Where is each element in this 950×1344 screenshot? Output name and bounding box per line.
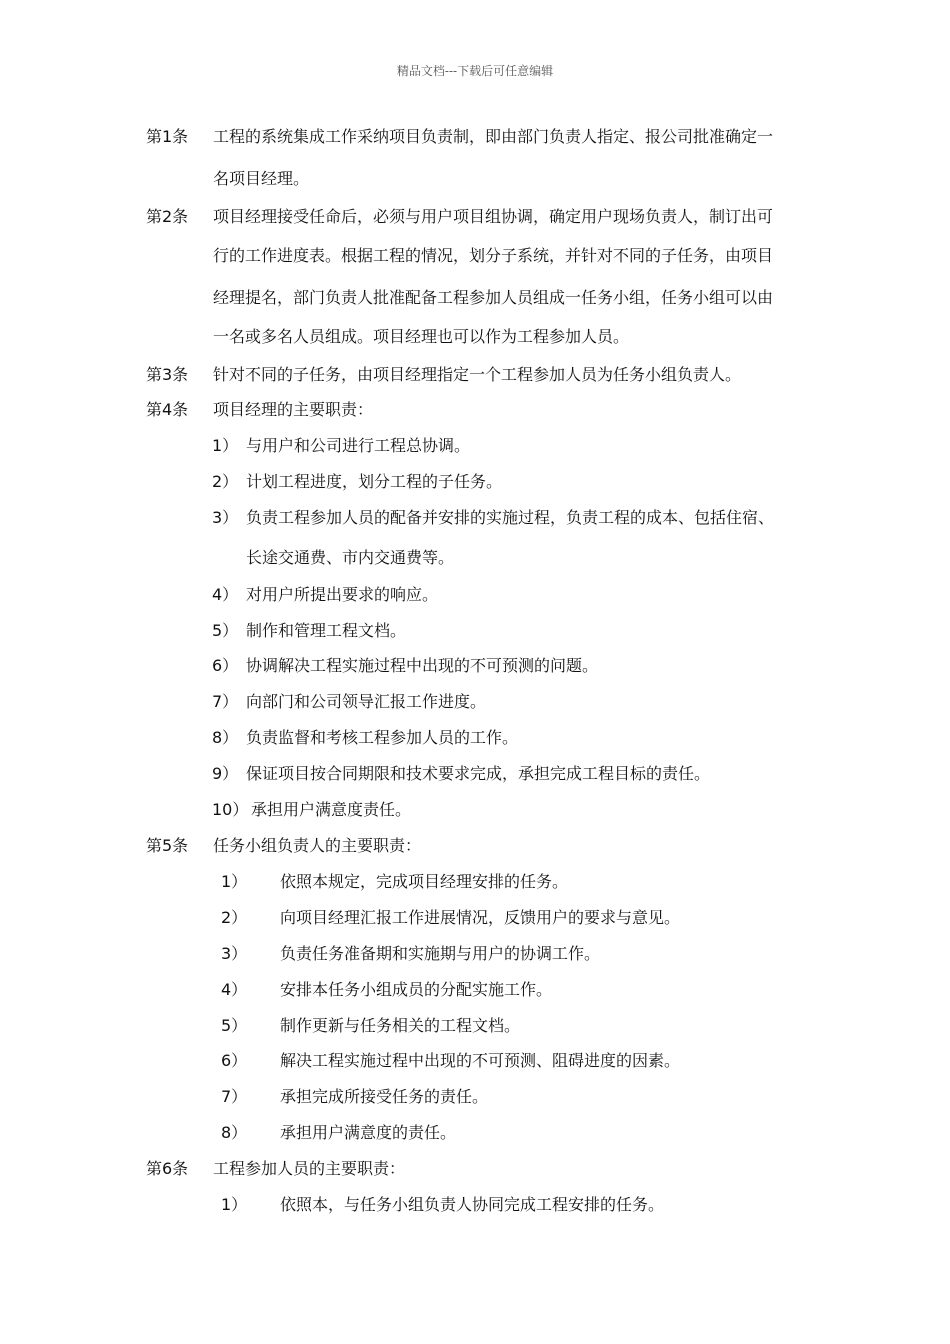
list5-item-4-num: 4） xyxy=(221,980,248,999)
list5-item-6-text: 解决工程实施过程中出现的不可预测、阻碍进度的因素。 xyxy=(280,1051,681,1070)
article-2-text-line-3: 经理提名，部门负责人批准配备工程参加人员组成一任务小组，任务小组可以由 xyxy=(213,288,774,307)
list4-item-2-text: 计划工程进度，划分工程的子任务。 xyxy=(246,472,503,491)
list5-item-7-num: 7） xyxy=(221,1087,248,1106)
list5-item-1-num: 1） xyxy=(221,872,248,891)
list4-item-1-num: 1） xyxy=(212,436,239,455)
article-1-text-line-1: 工程的系统集成工作采纳项目负责制，即由部门负责人指定、报公司批准确定一 xyxy=(213,127,774,146)
list4-item-1-text: 与用户和公司进行工程总协调。 xyxy=(246,436,471,455)
list4-item-9-text: 保证项目按合同期限和技术要求完成，承担完成工程目标的责任。 xyxy=(246,764,711,783)
list4-item-7-num: 7） xyxy=(212,692,239,711)
article-2-text-line-4: 一名或多名人员组成。项目经理也可以作为工程参加人员。 xyxy=(213,327,630,346)
article-1-text-line-2: 名项目经理。 xyxy=(213,169,310,188)
list4-item-2-num: 2） xyxy=(212,472,239,491)
list5-item-8-num: 8） xyxy=(221,1123,248,1142)
list4-item-6-num: 6） xyxy=(212,656,239,675)
list4-item-6-text: 协调解决工程实施过程中出现的不可预测的问题。 xyxy=(246,656,599,675)
list4-item-5-text: 制作和管理工程文档。 xyxy=(246,621,407,640)
list4-item-10-num: 10） xyxy=(212,800,249,819)
list5-item-1-text: 依照本规定，完成项目经理安排的任务。 xyxy=(280,872,569,891)
article-3-label: 第3条 xyxy=(146,365,189,384)
article-5-text-line-1: 任务小组负责人的主要职责： xyxy=(213,836,422,855)
list5-item-3-num: 3） xyxy=(221,944,248,963)
list5-item-2-num: 2） xyxy=(221,908,248,927)
list6-item-1-num: 1） xyxy=(221,1195,248,1214)
list5-item-2-text: 向项目经理汇报工作进展情况，反馈用户的要求与意见。 xyxy=(280,908,681,927)
article-1-label: 第1条 xyxy=(146,127,189,146)
article-2-text-line-2: 行的工作进度表。根据工程的情况，划分子系统，并针对不同的子任务，由项目 xyxy=(213,246,774,265)
article-4-text-line-1: 项目经理的主要职责： xyxy=(213,400,374,419)
list5-item-5-text: 制作更新与任务相关的工程文档。 xyxy=(280,1016,521,1035)
list4-item-3-text-line-2: 长途交通费、市内交通费等。 xyxy=(246,548,455,567)
list4-item-8-num: 8） xyxy=(212,728,239,747)
list5-item-4-text: 安排本任务小组成员的分配实施工作。 xyxy=(280,980,553,999)
list4-item-8-text: 负责监督和考核工程参加人员的工作。 xyxy=(246,728,519,747)
list5-item-6-num: 6） xyxy=(221,1051,248,1070)
article-2-label: 第2条 xyxy=(146,207,189,226)
list4-item-10-text: 承担用户满意度责任。 xyxy=(251,800,412,819)
list5-item-5-num: 5） xyxy=(221,1016,248,1035)
list4-item-9-num: 9） xyxy=(212,764,239,783)
list4-item-5-num: 5） xyxy=(212,621,239,640)
list4-item-7-text: 向部门和公司领导汇报工作进度。 xyxy=(246,692,487,711)
article-6-label: 第6条 xyxy=(146,1159,189,1178)
list5-item-3-text: 负责任务准备期和实施期与用户的协调工作。 xyxy=(280,944,601,963)
article-6-text-line-1: 工程参加人员的主要职责： xyxy=(213,1159,406,1178)
list4-item-3-text-line-1: 负责工程参加人员的配备并安排的实施过程，负责工程的成本、包括住宿、 xyxy=(246,508,775,527)
article-4-label: 第4条 xyxy=(146,400,189,419)
list6-item-1-text: 依照本，与任务小组负责人协同完成工程安排的任务。 xyxy=(280,1195,665,1214)
article-3-text-line-1: 针对不同的子任务，由项目经理指定一个工程参加人员为任务小组负责人。 xyxy=(213,365,742,384)
article-5-label: 第5条 xyxy=(146,836,189,855)
list5-item-7-text: 承担完成所接受任务的责任。 xyxy=(280,1087,489,1106)
page-header: 精品文档---下载后可任意编辑 xyxy=(396,64,554,78)
list5-item-8-text: 承担用户满意度的责任。 xyxy=(280,1123,457,1142)
article-2-text-line-1: 项目经理接受任命后，必须与用户项目组协调，确定用户现场负责人，制订出可 xyxy=(213,207,774,226)
list4-item-3-num: 3） xyxy=(212,508,239,527)
list4-item-4-text: 对用户所提出要求的响应。 xyxy=(246,585,439,604)
list4-item-4-num: 4） xyxy=(212,585,239,604)
